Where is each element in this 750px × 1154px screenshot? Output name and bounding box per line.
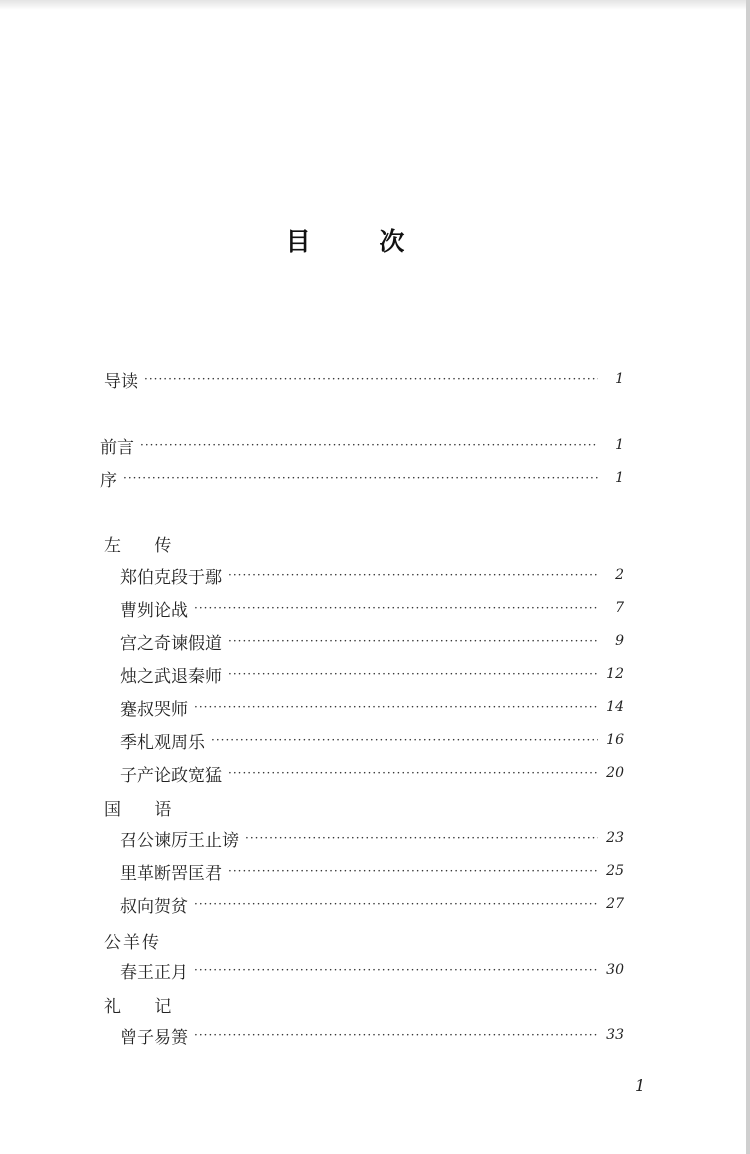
toc-entry[interactable] [120,661,624,687]
toc-entry[interactable] [120,1022,624,1048]
toc-entry-label: 前言 [100,437,134,458]
toc-entry-page: 1 [615,437,624,453]
toc-entry[interactable] [120,825,624,851]
toc-entry[interactable] [120,595,624,621]
toc-entry-page: 27 [606,896,624,912]
toc-entry-qianyan[interactable] [100,432,624,458]
dot-leader [123,471,598,485]
toc-entry-label: 序 [100,470,117,491]
section-heading-zuozhuan: 左 传 [104,536,186,556]
toc-entry[interactable] [120,727,624,753]
section-heading-liji: 礼 记 [104,997,186,1017]
dot-leader [211,733,598,747]
dot-leader [228,667,598,681]
toc-entry-label: 季札观周乐 [120,732,205,753]
dot-leader [228,634,598,648]
toc-entry-page: 20 [606,765,624,781]
toc-entry-page: 12 [606,666,624,682]
scan-top-shadow [0,0,750,10]
toc-entry[interactable] [120,628,624,654]
dot-leader [194,700,598,714]
dot-leader [194,897,598,911]
dot-leader [245,831,598,845]
dot-leader [144,372,598,386]
toc-entry-page: 16 [606,732,624,748]
toc-entry-label: 叔向贺贫 [120,896,188,917]
toc-entry-page: 7 [615,600,624,616]
toc-entry-label: 郑伯克段于鄢 [120,567,222,588]
toc-entry-page: 30 [606,962,624,978]
toc-entry-label: 曹刿论战 [120,600,188,621]
scan-right-edge [746,0,750,1154]
toc-entry-label: 子产论政宽猛 [120,765,222,786]
toc-entry-page: 33 [606,1027,624,1043]
dot-leader [194,963,598,977]
toc-entry-page: 1 [615,470,624,486]
dot-leader [194,1028,598,1042]
toc-entry[interactable] [120,891,624,917]
toc-entry-daodu[interactable] [104,366,624,392]
toc-entry-label: 曾子易箦 [120,1027,188,1048]
dot-leader [228,864,598,878]
toc-entry[interactable] [120,858,624,884]
page-number: 1 [635,1076,646,1095]
toc-entry-label: 烛之武退秦师 [120,666,222,687]
toc-entry[interactable] [120,562,624,588]
toc-entry-xu[interactable] [100,465,624,491]
toc-entry-page: 1 [615,371,624,387]
toc-entry-label: 里革断罟匡君 [120,863,222,884]
toc-entry-page: 25 [606,863,624,879]
toc-entry-label: 宫之奇谏假道 [120,633,222,654]
toc-entry-label: 春王正月 [120,962,188,983]
section-heading-gongyangzhuan: 公羊传 [104,933,161,953]
toc-entry-label: 导读 [104,371,138,392]
dot-leader [140,438,598,452]
toc-entry-page: 14 [606,699,624,715]
toc-entry[interactable] [120,694,624,720]
page-title: 目 次 [285,227,435,256]
section-heading-guoyu: 国 语 [104,800,186,820]
toc-entry-label: 召公谏厉王止谤 [120,830,239,851]
toc-entry[interactable] [120,957,624,983]
dot-leader [228,568,598,582]
toc-entry-page: 2 [615,567,624,583]
toc-entry-page: 9 [615,633,624,649]
toc-entry-label: 蹇叔哭师 [120,699,188,720]
dot-leader [228,766,598,780]
toc-entry-page: 23 [606,830,624,846]
dot-leader [194,601,598,615]
toc-entry[interactable] [120,760,624,786]
